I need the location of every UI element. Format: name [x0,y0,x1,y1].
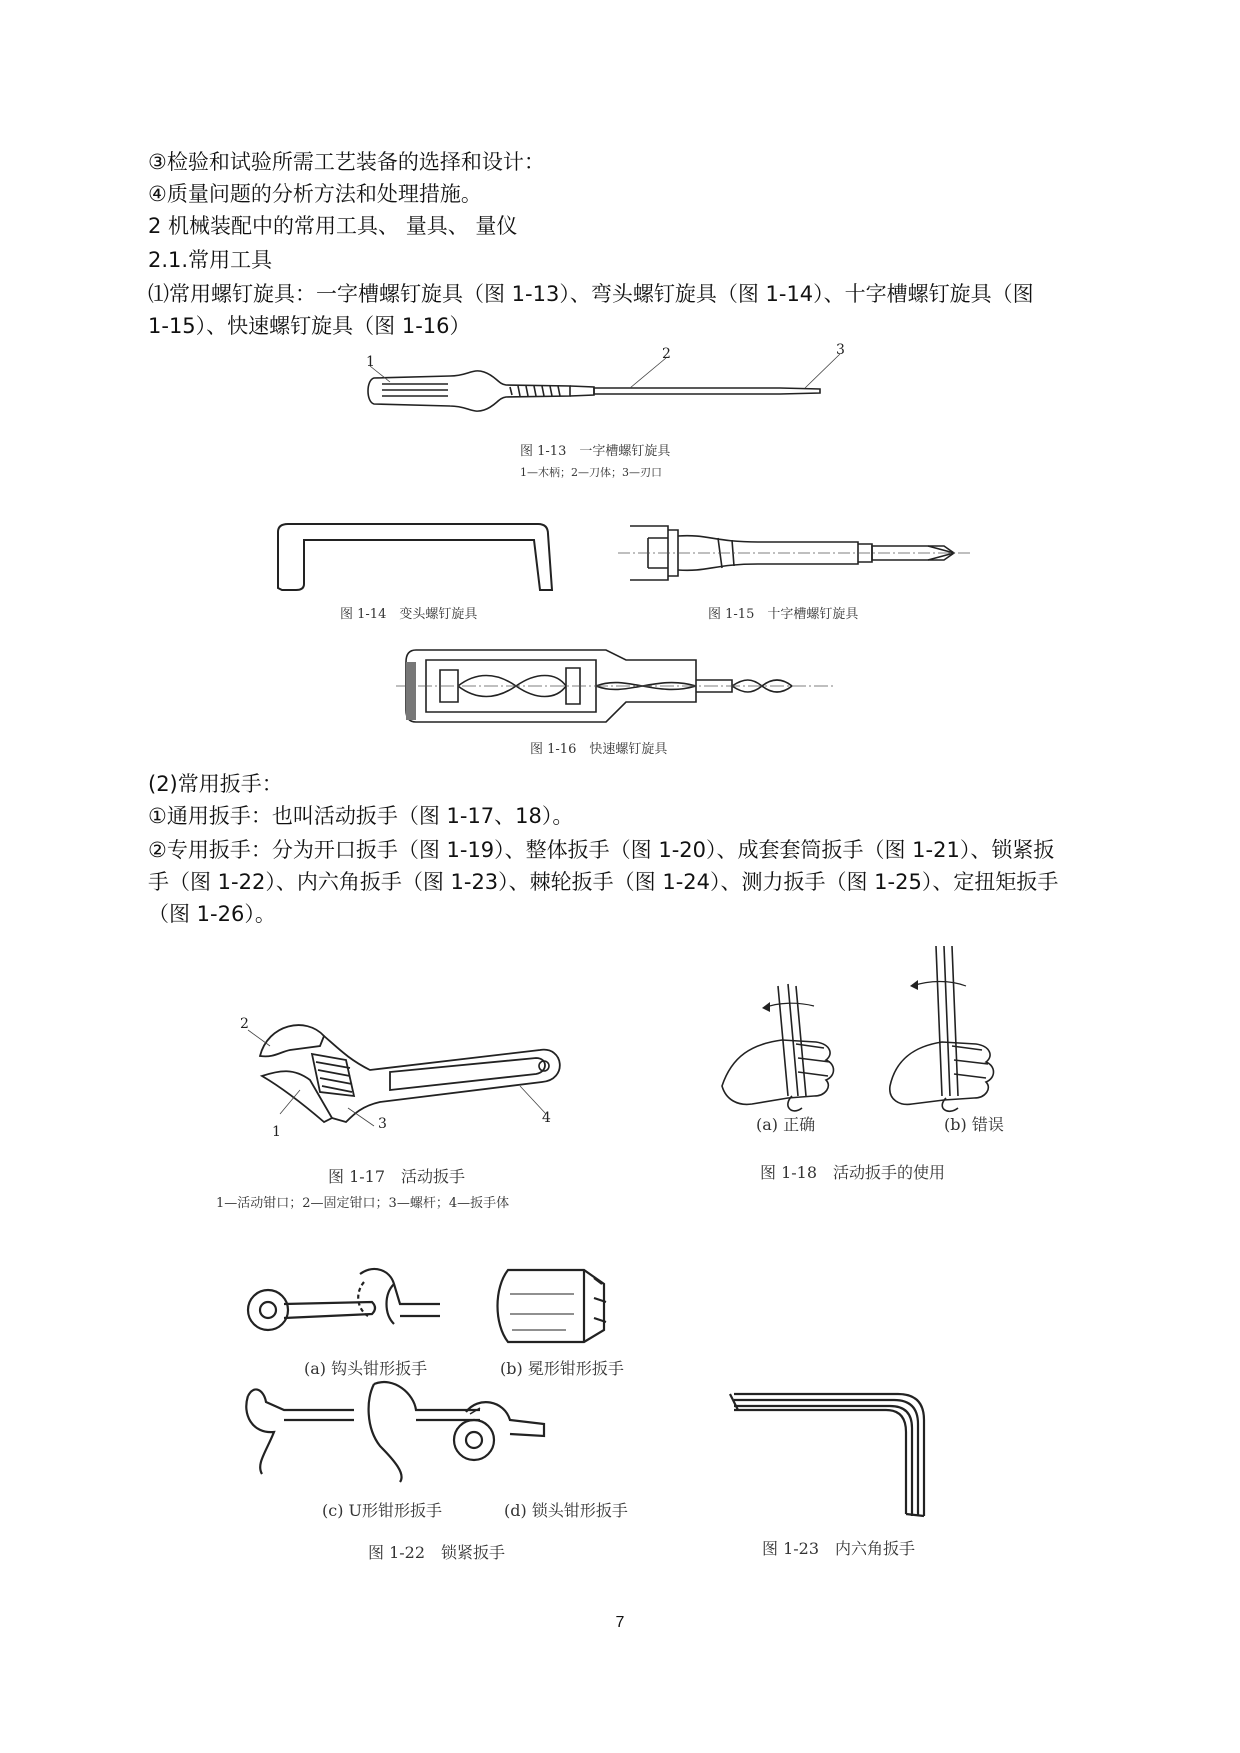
label-1: 1 [272,1124,281,1140]
figure-1-22-label-a: (a) 钩头钳形扳手 [304,1359,428,1378]
figure-1-22-label-c: (c) U形钳形扳手 [322,1501,443,1520]
figure-1-17-legend: 1—活动钳口；2—固定钳口；3—螺杆；4—扳手体 [216,1196,510,1211]
text-line-10: 手（图 1-22）、内六角扳手（图 1-23）、棘轮扳手（图 1-24）、测力扳手（图 1-25）、定扭矩扳手 [148,870,1059,894]
figure-1-18-label-b: (b) 错误 [944,1115,1004,1134]
label-4: 4 [542,1110,551,1126]
subsection-heading: 2.1.常用工具 [148,248,273,272]
figure-1-18-caption: 图 1-18 活动扳手的使用 [760,1163,946,1182]
label-3: 3 [378,1116,387,1132]
figure-1-16-caption: 图 1-16 快速螺钉旋具 [530,742,668,757]
figure-1-14-caption: 图 1-14 变头螺钉旋具 [340,607,478,622]
section-heading: 2 机械装配中的常用工具、 量具、 量仪 [148,214,518,238]
figure-1-23-caption: 图 1-23 内六角扳手 [762,1539,916,1558]
figure-1-18-wrench-usage [712,946,1052,1106]
label-2: 2 [662,346,671,362]
text-line-5: ⑴常用螺钉旋具：一字槽螺钉旋具（图 1-13）、弯头螺钉旋具（图 1-14）、十字槽螺钉旋具（图 [148,282,1034,306]
text-line-9: ②专用扳手：分为开口扳手（图 1-19）、整体扳手（图 1-20）、成套套筒扳手（图 1-21）、锁紧扳 [148,838,1055,862]
text-line-7: (2)常用扳手： [148,772,283,796]
figure-1-14-offset-screwdriver [270,520,570,600]
figure-1-23-hex-key [724,1390,964,1520]
text-line-1: ③检验和试验所需工艺装备的选择和设计： [148,150,545,174]
text-line-2: ④质量问题的分析方法和处理措施。 [148,182,482,206]
figure-1-13-flat-screwdriver [360,340,860,440]
figure-1-22-lock-wrenches [244,1264,624,1534]
label-1: 1 [366,354,375,370]
figure-1-15-phillips-screwdriver [618,516,978,596]
figure-1-13-caption: 图 1-13 一字槽螺钉旋具 [520,444,671,459]
figure-1-22-label-b: (b) 冕形钳形扳手 [500,1359,624,1378]
text-line-11: （图 1-26）。 [148,902,276,926]
figure-1-22-label-d: (d) 锁头钳形扳手 [504,1501,628,1520]
text-line-8: ①通用扳手：也叫活动扳手（图 1-17、18）。 [148,804,574,828]
page-number: 7 [615,1614,625,1631]
figure-1-18-label-a: (a) 正确 [756,1115,816,1134]
figure-1-15-caption: 图 1-15 十字槽螺钉旋具 [708,607,859,622]
figure-1-22-caption: 图 1-22 锁紧扳手 [368,1543,506,1562]
figure-1-17-caption: 图 1-17 活动扳手 [328,1167,466,1186]
figure-1-16-quick-screwdriver [396,640,836,732]
text-line-6: 1-15）、快速螺钉旋具（图 1-16） [148,314,471,338]
label-2: 2 [240,1016,249,1032]
label-3: 3 [836,342,845,358]
figure-1-13-legend: 1—木柄；2—刀体；3—刃口 [520,466,662,479]
figure-1-17-adjustable-wrench [250,1010,570,1140]
